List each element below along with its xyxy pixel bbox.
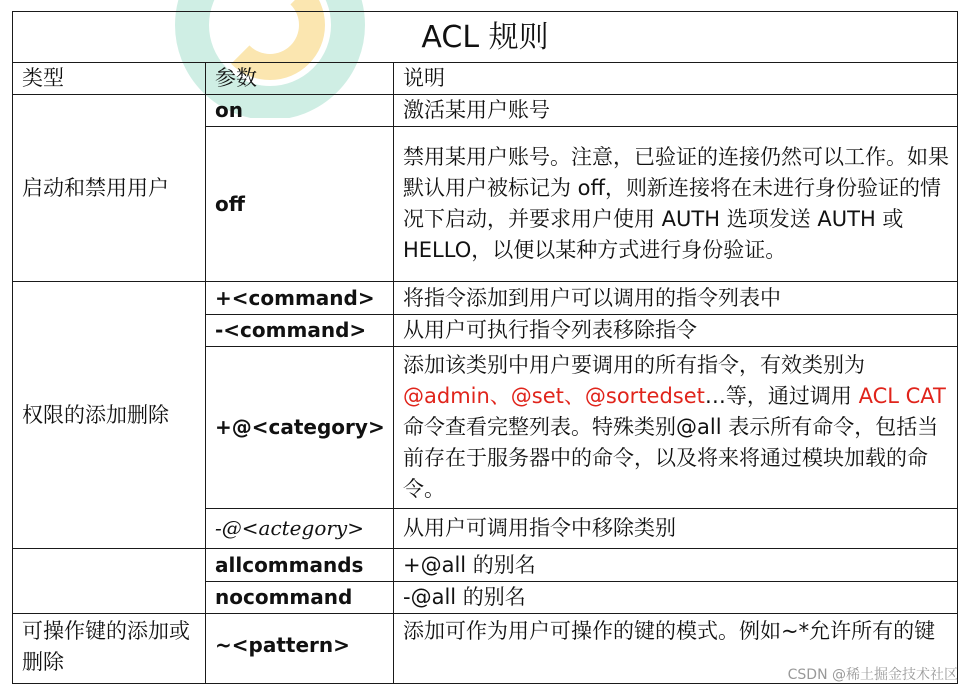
desc-add-command: 将指令添加到用户可以调用的指令列表中 (394, 282, 958, 315)
desc-add-category-part1: 添加该类别中用户要调用的所有指令，有效类别为 (403, 353, 865, 377)
param-add-command: +<command> (206, 282, 394, 315)
desc-add-category-part2: …等，通过调用 (704, 384, 859, 408)
desc-pattern: 添加可作为用户可操作的键的模式。例如~*允许所有的键 (394, 614, 958, 684)
desc-remove-category: 从用户可调用指令中移除类别 (394, 509, 958, 549)
desc-add-category-acl-cat: ACL CAT (858, 384, 946, 408)
desc-add-category-categories: @admin、@set、@sortedset (403, 384, 705, 408)
desc-remove-command: 从用户可执行指令列表移除指令 (394, 315, 958, 347)
desc-off: 禁用某用户账号。注意，已验证的连接仍然可以工作。如果默认用户被标记为 off，则新连接将在未进行身份验证的情况下启动，并要求用户使用 AUTH 选项发送 AUTH 或 HELLO，以便以某种方式进行身份验证。 (394, 127, 958, 282)
group-permission-add-remove: 权限的添加删除 (13, 282, 206, 549)
param-pattern: ~<pattern> (206, 614, 394, 684)
csdn-watermark: CSDN @稀土掘金技术社区 (787, 667, 958, 683)
param-add-category: +@<category> (206, 347, 394, 509)
header-param: 参数 (206, 63, 394, 95)
desc-allcommands: +@all 的别名 (394, 549, 958, 582)
param-nocommand: nocommand (206, 582, 394, 614)
desc-nocommand: -@all 的别名 (394, 582, 958, 614)
param-remove-category: -@<actegory> (206, 509, 394, 549)
acl-rules-table (12, 11, 958, 684)
param-off: off (206, 127, 394, 282)
desc-add-category (394, 347, 958, 509)
param-allcommands: allcommands (206, 549, 394, 582)
table-title: ACL 规则 (13, 12, 958, 63)
param-on: on (206, 95, 394, 127)
group-key-add-remove: 可操作键的添加或删除 (13, 614, 206, 684)
header-desc: 说明 (394, 63, 958, 95)
header-type: 类型 (13, 63, 206, 95)
group-enable-disable-user: 启动和禁用用户 (13, 95, 206, 282)
desc-on: 激活某用户账号 (394, 95, 958, 127)
group-empty (13, 549, 206, 614)
desc-add-category-part3: 命令查看完整列表。特殊类别@all 表示所有命令，包括当前存在于服务器中的命令，以及将来将通过模块加载的命令。 (403, 415, 939, 501)
param-remove-command: -<command> (206, 315, 394, 347)
